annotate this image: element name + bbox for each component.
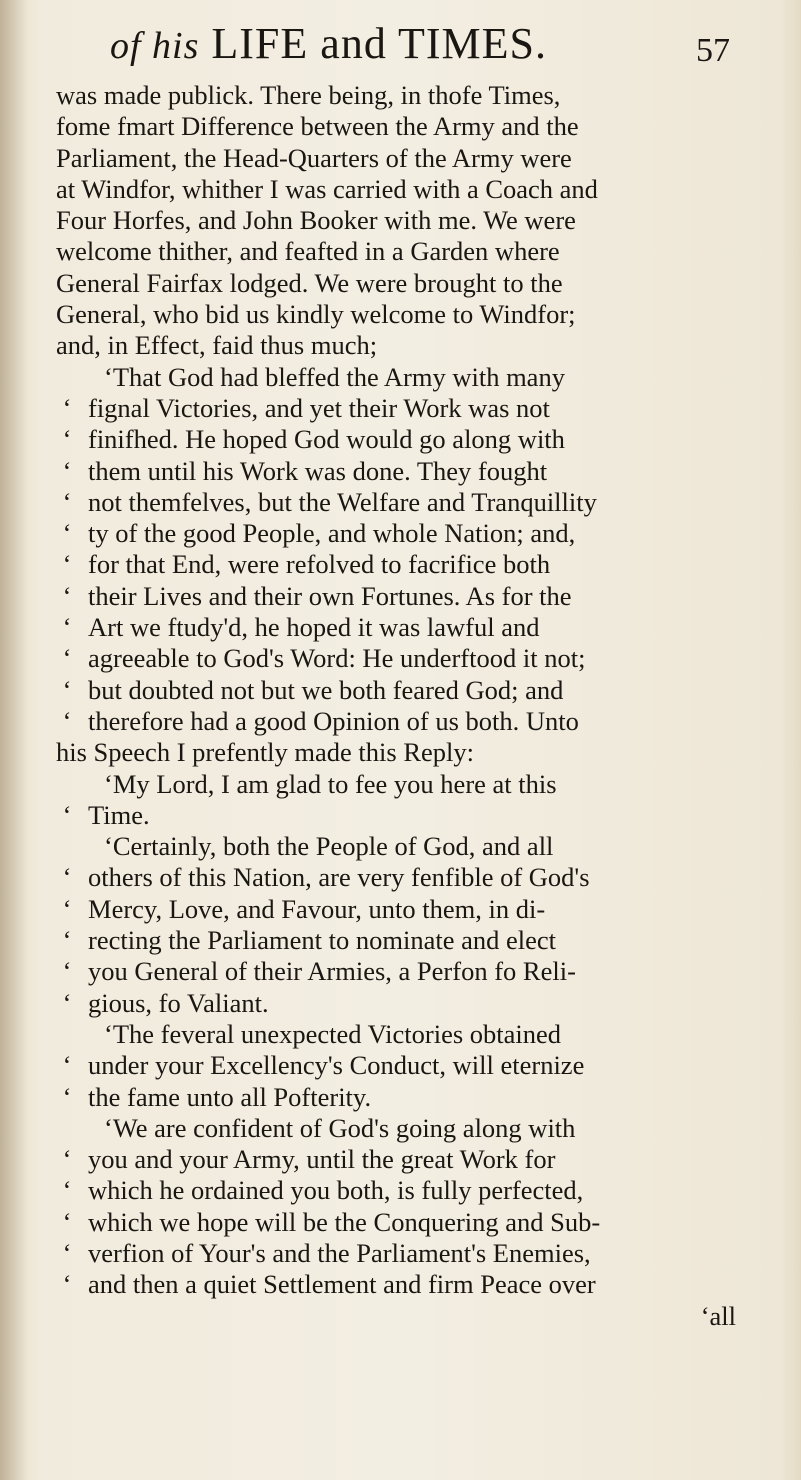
text-line: ‘ but doubted not but we both feared God; and — [62, 674, 564, 705]
text-line: ‘ and then a quiet Settlement and firm Peace over — [62, 1269, 596, 1300]
text-line: General Fairfax lodged. We were brought to the — [56, 267, 563, 298]
text-line: ‘ Mercy, Love, and Favour, unto them, in di- — [62, 893, 546, 924]
running-title — [110, 18, 547, 69]
text-line: ‘The feveral unexpected Victories obtained — [104, 1018, 562, 1049]
text-line: Four Horfes, and John Booker with me. We were — [56, 205, 576, 236]
text-line: welcome thither, and feafted in a Garden where — [56, 236, 560, 267]
text-line: ‘ ty of the good People, and whole Nation; and, — [62, 518, 576, 549]
text-line: Parliament, the Head-Quarters of the Army were — [56, 142, 572, 173]
text-line: ‘ Art we ftudy'd, he hoped it was lawful and — [62, 612, 540, 643]
text-line: ‘ fignal Victories, and yet their Work was not — [62, 392, 550, 423]
text-line: ‘That God had bleffed the Army with many — [104, 361, 565, 392]
text-line: ‘ recting the Parliament to nominate and elect — [62, 925, 556, 956]
text-line: ‘ which he ordained you both, is fully perfected, — [62, 1175, 584, 1206]
catchword: ‘all — [700, 1300, 736, 1331]
text-line: ‘ finifhed. He hoped God would go along with — [62, 424, 565, 455]
page-header — [110, 10, 750, 80]
text-line: at Windfor, whither I was carried with a Coach and — [56, 173, 598, 204]
text-line: ‘My Lord, I am glad to fee you here at this — [104, 768, 557, 799]
text-line: General, who bid us kindly welcome to Windfor; — [56, 299, 576, 330]
text-line: ‘ you General of their Armies, a Perfon fo Reli- — [62, 956, 576, 987]
text-line: ‘ for that End, were refolved to facrifice both — [62, 549, 551, 580]
text-line: ‘ gious, fo Valiant. — [62, 987, 269, 1018]
text-line: ‘ the fame unto all Pofterity. — [62, 1081, 372, 1112]
running-title-prefix: of his — [110, 25, 200, 67]
text-line: ‘ which we hope will be the Conquering and Sub- — [62, 1206, 601, 1237]
text-line: ‘Certainly, both the People of God, and all — [104, 831, 554, 862]
text-line: ‘ Time. — [62, 799, 150, 830]
text-line: was made publick. There being, in thofe Times, — [56, 80, 561, 110]
page-number: 57 — [696, 32, 730, 69]
page-gutter-shadow — [0, 0, 28, 1480]
text-line: ‘ under your Excellency's Conduct, will eternize — [62, 1050, 585, 1081]
text-line: ‘ agreeable to God's Word: He underftood it not; — [62, 643, 586, 674]
text-line: fome fmart Difference between the Army and the — [56, 111, 579, 142]
text-line: ‘ therefore had a good Opinion of us both. Unto — [62, 705, 579, 736]
text-line: ‘ verfion of Your's and the Parliament's Enemies, — [62, 1237, 591, 1268]
text-line: ‘We are confident of God's going along with — [104, 1112, 576, 1143]
text-line: ‘ them until his Work was done. They fought — [62, 455, 548, 486]
body-text — [56, 80, 776, 1332]
text-line: and, in Effect, faid thus much; — [56, 330, 378, 361]
text-line: ‘ not themfelves, but the Welfare and Tranquillity — [62, 486, 597, 517]
text-line: ‘ others of this Nation, are very fenfible of God's — [62, 862, 590, 893]
text-line: ‘ their Lives and their own Fortunes. As for the — [62, 580, 572, 611]
text-line: his Speech I prefently made this Reply: — [56, 737, 475, 768]
running-title-main: LIFE and TIMES. — [211, 19, 548, 68]
text-line: ‘ you and your Army, until the great Work for — [62, 1144, 556, 1175]
